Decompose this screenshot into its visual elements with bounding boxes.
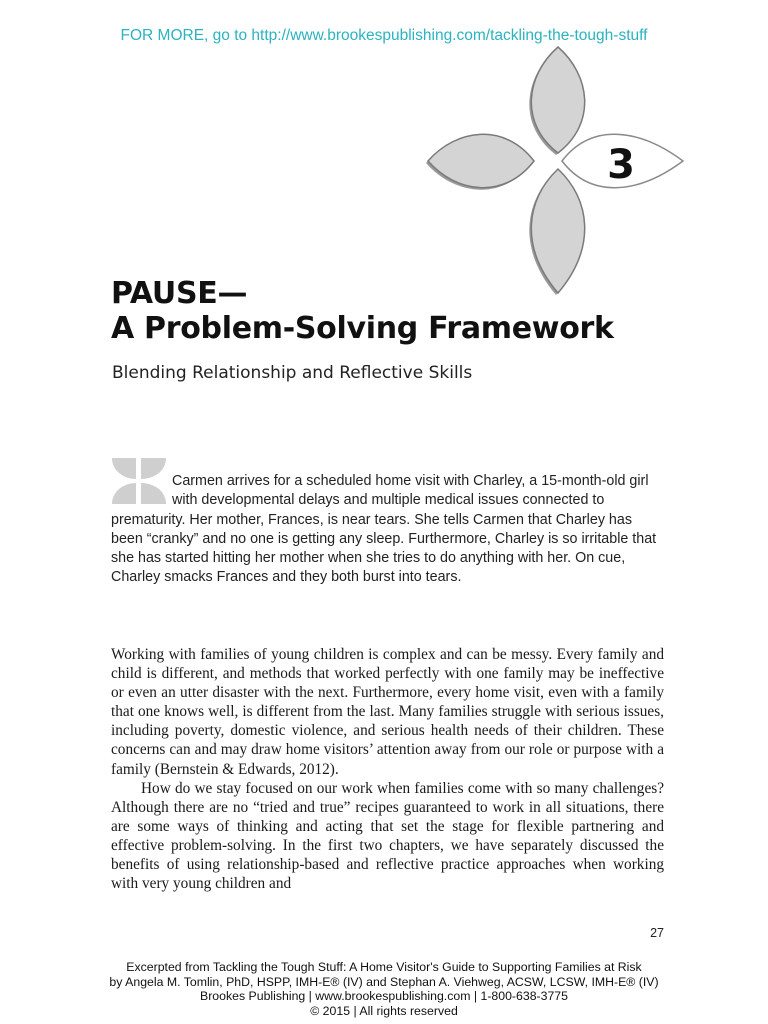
promo-link[interactable]: FOR MORE, go to http://www.brookespublishing.com/tackling-the-tough-stuff [120, 27, 648, 44]
footer-line-4: © 2015 | All rights reserved [310, 1003, 458, 1018]
chapter-subtitle: Blending Relationship and Reflective Skills [112, 363, 473, 383]
chapter-number: 3 [607, 142, 635, 188]
chapter-ornament [425, 45, 687, 295]
footer-line-2: by Angela M. Tomlin, PhD, HSPP, IMH-E® (IV) and Stephan A. Viehweg, ACSW, LCSW, IMH-E® (IV) [109, 974, 659, 989]
vignette-text: Carmen arrives for a scheduled home visit with Charley, a 15-month-old girl with developmental delays and multiple medical issues connected to prematurity. Her mother, Frances, is near tears. She tells Carmen that Charley has been “cranky” and no one is getting any sleep. Furthermore, Charley is so irritable that she has started hitting her mother when she tries to do anything with her. On cue, Charley smacks Frances and they both burst into tears. [111, 473, 657, 586]
body-paragraph-1: Working with families of young children is complex and can be messy. Every family and child is different, and methods that worked perfectly with one family may be ineffective or even an utter disaster with the next. Furthermore, every home visit, even with a family that one knows well, is different from the last. Many families struggle with serious issues, including poverty, domestic violence, and serious health needs of their children. These concerns can and may draw home visitors’ attention away from our role or purpose with a family (Bernstein & Edwards, 2012). [111, 646, 664, 778]
main-body [111, 645, 664, 893]
footer-line-3: Brookes Publishing | www.brookespublishing.com | 1-800-638-3775 [200, 989, 568, 1004]
footer-line-1: Excerpted from Tackling the Tough Stuff: A Home Visitor's Guide to Supporting Families at Risk [126, 960, 642, 974]
petal-ornament-icon [426, 47, 683, 295]
body-paragraph-2: How do we stay focused on our work when families come with so many challenges? Although there are no “tried and true” recipes guaranteed to work in all situations, there are some ways of thinking and acting that set the stage for flexible partnering and effective problem-solving. In the first two chapters, we have separately discussed the benefits of using relationship-based and reflective practice approaches when working with very young children and [111, 779, 664, 893]
chapter-title [111, 276, 711, 346]
chapter-title-line2: A Problem-Solving Framework [111, 311, 614, 346]
case-vignette [111, 472, 664, 588]
page-number: 27 [650, 926, 664, 940]
excerpt-footer [0, 960, 768, 1018]
chapter-title-line1: PAUSE— [111, 276, 248, 311]
